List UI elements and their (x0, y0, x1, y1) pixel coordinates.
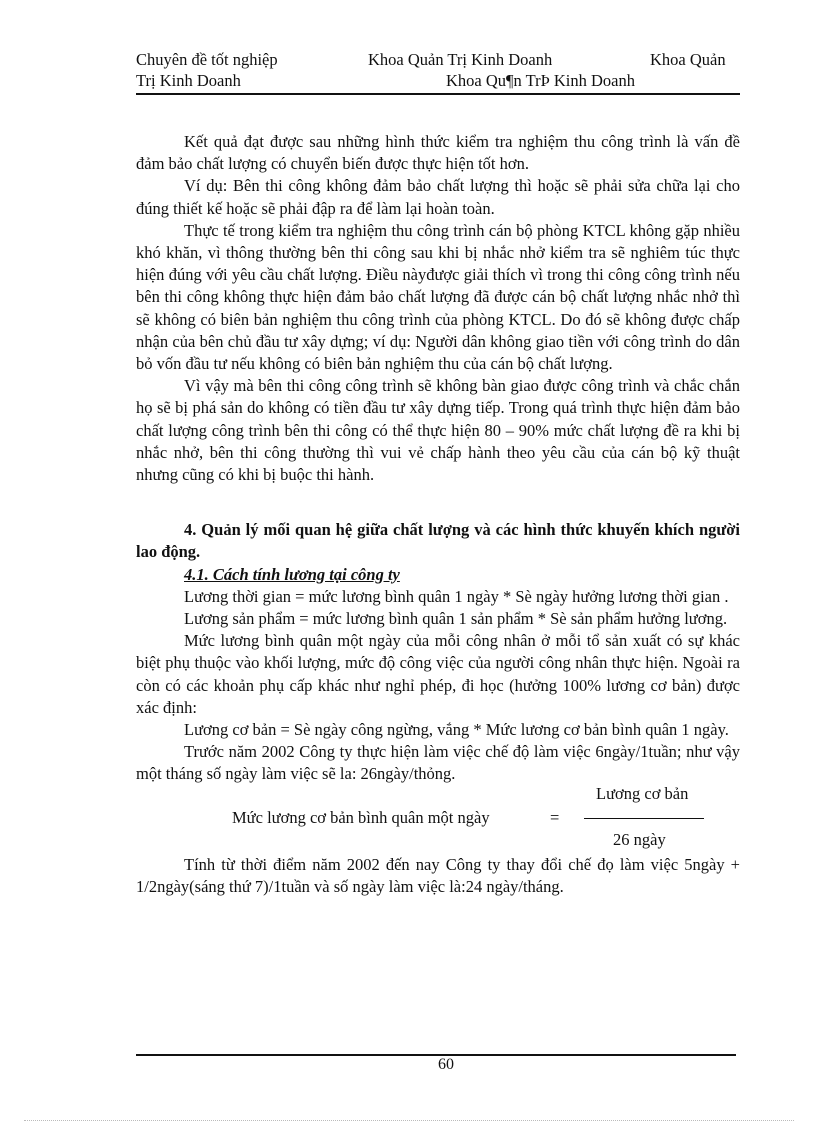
header-faculty-garbled: Khoa Qu¶n TrÞ Kinh Doanh (446, 71, 635, 90)
formula-numerator: Lương cơ bản (596, 783, 689, 803)
paragraph: Trước năm 2002 Công ty thực hiện làm việc chế độ làm việc 6ngày/1tuần; như vậy một tháng số ngày làm việc sẽ la: 26ngày/thỏng. (136, 742, 740, 784)
fraction-bar (584, 818, 704, 819)
spacer (136, 486, 740, 519)
section-heading: 4. Quản lý mối quan hệ giữa chất lượng và các hình thức khuyến khích người lao động. (136, 520, 740, 562)
paragraph: Lương sản phẩm = mức lương bình quân 1 sản phẩm * Sè sản phẩm hưởng lương. (184, 609, 728, 629)
paragraph: Ví dụ: Bên thi công không đảm bảo chất lượng thì hoặc sẽ phải sửa chữa lại cho đúng thiết kế hoặc sẽ phải đập ra để làm lại hoàn toàn. (136, 176, 740, 218)
header-rule (136, 93, 740, 95)
formula-label: Mức lương cơ bản bình quân một ngày (232, 807, 490, 827)
paragraph: Lương cơ bản = Sè ngày công ngừng, vắng * Mức lương cơ bản bình quân 1 ngày. (184, 720, 729, 740)
wage-formula (136, 783, 740, 852)
paragraph: Vì vậy mà bên thi công công trình sẽ không bàn giao được công trình và chắc chắn họ sẽ bị phá sản do không có tiền đầu tư xây dựng tiếp. Trong quá trình thực hiện đảm bảo chất lượng công trình bên thi công có thể thực hiện 80 – 90% mức chất lượng đề ra khi bị nhắc nhở, bên thi công thường thì vui vẻ chấp hành theo yêu cầu của cán bộ kỹ thuật nhưng cũng có khi bị buộc thi hành. (136, 376, 740, 485)
running-header-line-2 (136, 71, 740, 93)
paragraph: Kết quả đạt được sau những hình thức kiểm tra nghiệm thu công trình là vấn đề đảm bảo chất lượng có chuyển biến được thực hiện tốt hơn. (136, 132, 740, 174)
body-text (136, 131, 740, 898)
header-faculty: Khoa Quản Trị Kinh Doanh (368, 50, 553, 69)
formula-denominator: 26 ngày (613, 829, 666, 849)
paragraph: Tính từ thời điểm năm 2002 đến nay Công ty thay đổi chế đọ làm việc 5ngày + 1/2ngày(sáng thứ 7)/1tuần và số ngày làm việc là:24 ngày/tháng. (136, 854, 740, 896)
header-course-title: Chuyên đề tốt nghiệp (136, 50, 278, 69)
subsection-heading: 4.1. Cách tính lương tại công ty (184, 564, 400, 584)
running-header-line-1 (136, 50, 740, 72)
formula-equals: = (550, 807, 560, 827)
header-faculty-wrap: Khoa Quản (650, 50, 726, 69)
paragraph: Lương thời gian = mức lương bình quân 1 ngày * Sè ngày hưởng lương thời gian . (184, 586, 729, 606)
header-faculty-wrap-cont: Trị Kinh Doanh (136, 71, 241, 90)
page-edge (24, 1120, 794, 1121)
page-number: 60 (438, 1056, 454, 1073)
paragraph: Thực tế trong kiểm tra nghiệm thu công trình cán bộ phòng KTCL không gặp nhiều khó khăn, vì thông thường bên thi công sau khi bị nhắc nhở kiểm tra sẽ nghiêm túc thực hiện đúng với yêu cầu chất lượng. Điều nàyđược giải thích vì trong thi công công trình nếu bên thi công không thực hiện đảm bảo chất lượng đã được cán bộ chất lượng nhắc nhở thì sẽ không có biên bản nghiệm thu công trình của phòng KTCL. Do đó sẽ không được chấp nhận của bên chủ đầu tư xây dựng; ví dụ: Người dân không giao tiền với công trình do dân bỏ vốn đầu tư nếu không có biên bản nghiệm thu của cán bộ chất lượng. (136, 220, 740, 374)
paragraph: Mức lương bình quân một ngày của mỗi công nhân ở mỗi tổ sản xuất có sự khác biệt phụ thuộc vào khối lượng, mức độ công việc của người công nhân thực hiện. Ngoài ra còn có các khoản phụ cấp khác như nghỉ phép, đi học (hưởng 100% lương cơ bản) được xác định: (136, 631, 740, 717)
